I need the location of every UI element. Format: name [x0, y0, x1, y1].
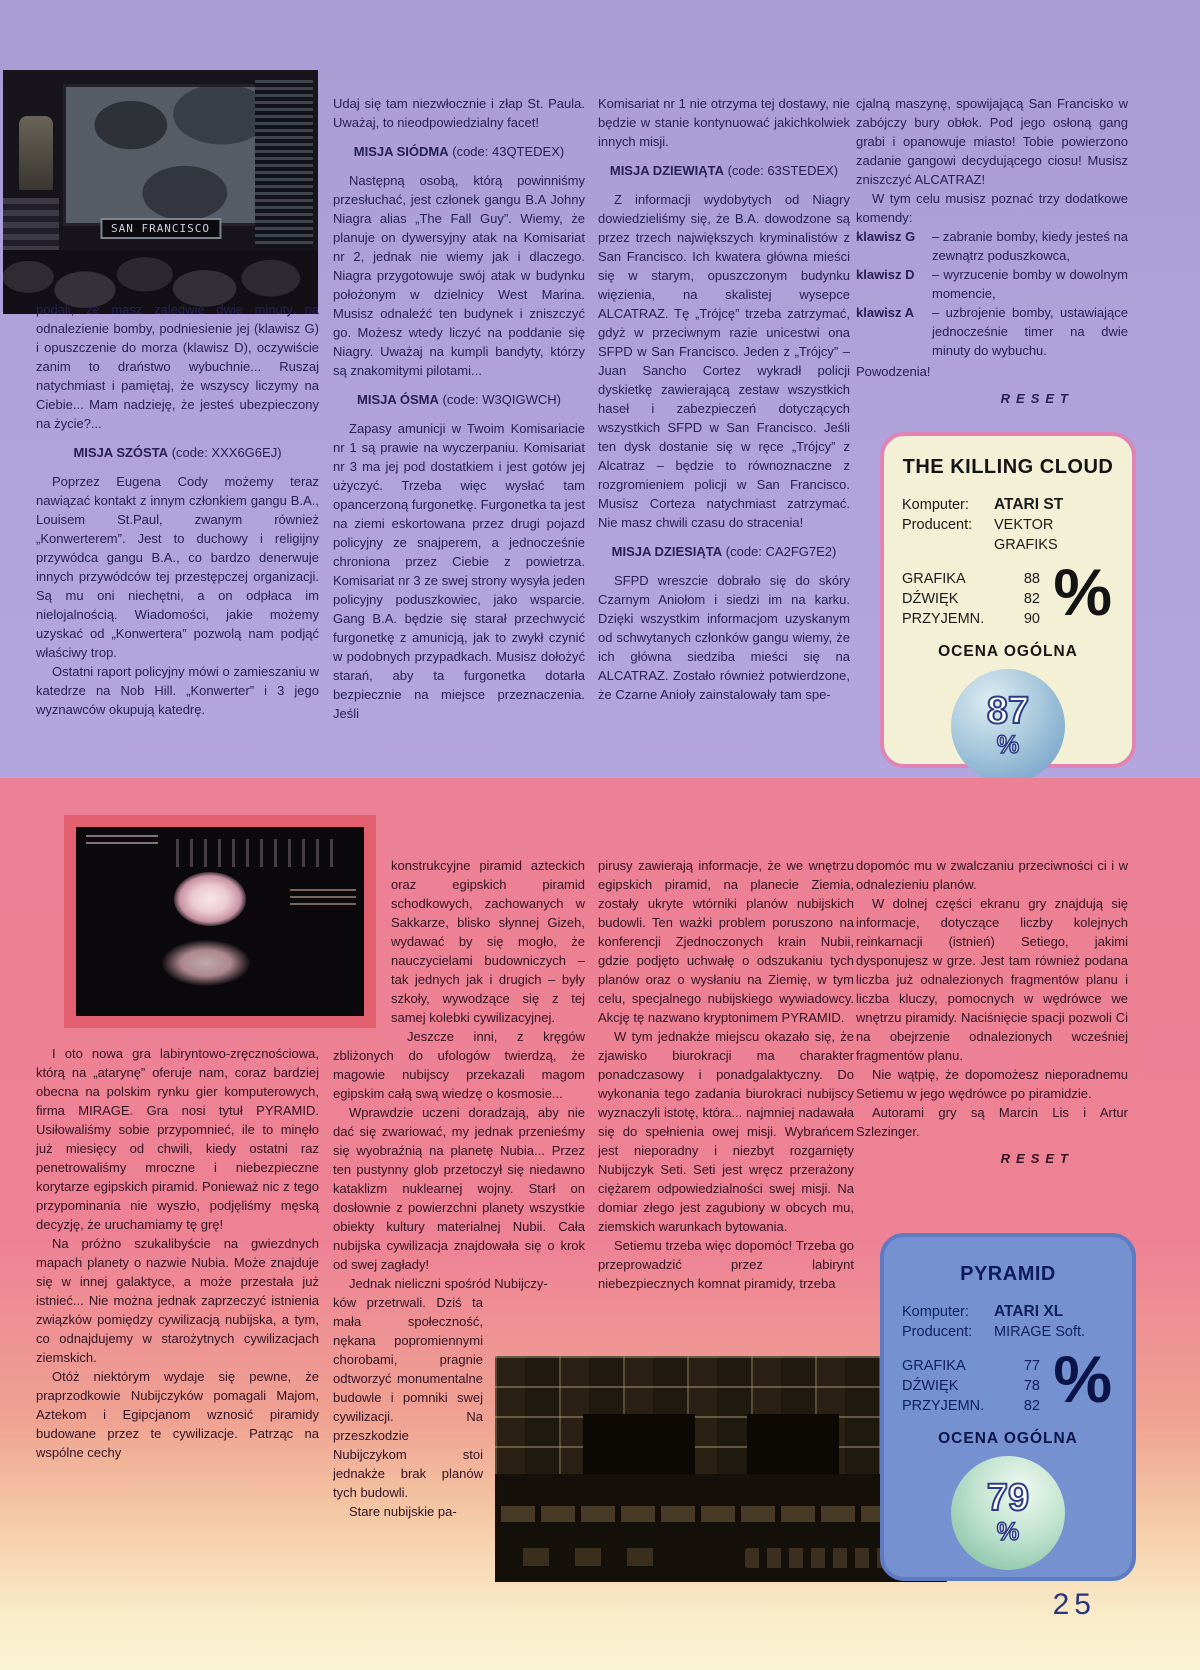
pyramid-title-screenshot [64, 815, 376, 1028]
body-paragraph: Otóż niektórym wydaje się pewne, że praprzodkowie Nubijczyków pomagali Majom, Aztekom i Egipcjanom wznosić piramidy budowane przez te cywilizacje. Patrząc na wspólne cechy [36, 1369, 319, 1460]
review-title: THE KILLING CLOUD [902, 456, 1114, 478]
spec-row [902, 515, 1114, 555]
key-description: – wyrzucenie bomby w dowolnym momencie, [932, 267, 1128, 301]
body-paragraph: ków przetrwali. Dziś ta mała społeczność, nękana popromiennymi chorobami, pragnie odtworzyć monumentalne budowle i pomniki swej cywilizacji. Na przeszkodzie Nubijczykom stoi jednakże brak planów tych budowli. [333, 1295, 483, 1500]
moon-reflection-graphic [162, 940, 250, 986]
body-paragraph: cjalną maszynę, spowijającą San Francisko w zabójczy bury obłok. Pod jego osłoną gang grabi i opanowuje miasto! Tobie powierzono zadanie gangowi decydującego ciosu! Musisz zniszczyć ALCATRAZ! [856, 96, 1128, 187]
spec-row [902, 495, 1114, 515]
body-paragraph: pirusy zawierają informacje, że we wnętrzu egipskich piramid, na planecie Ziemia, zostały ukryte wtórniki planów nubijskich budowli. Ten ważki problem poruszono na konferencji Zjednoczonych krain Nubii, gdzie podjęto uchwałę o odszukaniu tych planów oraz o wysłaniu na Ziemię, w tym celu, specjalnego nubijskiego wywiadowcy. Akcję tę nazwano kryptonimem PYRAMID. [598, 858, 854, 1025]
overall-score-percent: % [996, 731, 1020, 760]
spec-value: ATARI XL [994, 1303, 1064, 1320]
rating-label: GRAFIKA [902, 571, 966, 587]
mission-heading-name: MISJA SZÓSTA [73, 445, 169, 460]
rating-label: DŹWIĘK [902, 591, 959, 607]
tv-map-screen [63, 84, 285, 226]
overall-score: 87 [986, 690, 1030, 733]
spec-row [902, 1322, 1114, 1342]
rating-list [902, 1342, 1114, 1416]
dark-doorway [747, 1414, 839, 1474]
body-paragraph: W dolnej części ekranu gry znajdują się informacje, dotyczące liczby kolejnych reinkarnacji (istnień) Setiego, jakimi dysponujesz w grze. Jest tam również podana liczba już odnalezionych fragmentów planu i liczba kluczy, pomocnych w wędrówce we wnętrzu piramidy. Naciśnięcie spacji pozwoli Ci na obejrzenie odnalezionych wcześniej fragmentów planu. [856, 896, 1128, 1063]
body-paragraph: W tym jednakże miejscu okazało się, że zjawisko biurokracji ma charakter ponadczasowy i ponadgalaktyczny. Do wykonania tego zadania biurokraci nubijscy wyznaczyli istotę, która... najmniej nadawała się do spełnienia owej misji. Wybrańcem jest nieporadny i niezbyt rozgarnięty Nubijczyk Seti. Seti jest wręcz przerażony ciężarem odpowiedzialności swej misji. Na domiar złego jest zagubiony w obcych mu, ziemskich warunkach bytowania. [598, 1029, 854, 1234]
column-3 [598, 94, 850, 776]
killing-cloud-article [0, 0, 1200, 778]
column-4 [856, 94, 1128, 430]
spec-row [902, 1302, 1114, 1322]
key-description: – zabranie bomby, kiedy jesteś na zewnątrz poduszkowca, [932, 229, 1128, 263]
rating-label: PRZYJEMN. [902, 611, 985, 627]
killing-cloud-screenshot [3, 70, 318, 314]
author-signature: RESET [1000, 391, 1074, 406]
speaker-figure [19, 116, 53, 190]
spec-value: MIRAGE Soft. [994, 1324, 1086, 1340]
review-title: PYRAMID [960, 1263, 1056, 1285]
author-signature: RESET [1000, 1151, 1074, 1166]
bottom-column-1 [36, 1044, 319, 1544]
percent-symbol: % [1053, 555, 1112, 629]
narrow-text-block [333, 1293, 483, 1521]
mission-heading-code: (code: XXX6G6EJ) [168, 445, 282, 460]
game-logo-marks [176, 839, 336, 867]
body-paragraph: Wprawdzie uczeni doradzają, aby nie dać się zwariować, my jednak przenieśmy się wyobraźnią na planetę Nubia... Przez ten pustynny glob przetoczył się niedawno kataklizm nuklearnej wojny. Starł on dosłownie z powierzchni planety wszystkie obiekty kultury materialnej Nubii. Cała nubijska cywilizacja znajdowała się o krok od swej zagłady! [333, 1105, 585, 1272]
mission-heading [36, 443, 319, 462]
column-1 [36, 300, 319, 776]
body-paragraph: I oto nowa gra labiryntowo-zręcznościowa, którą na „atarynę” oferuje nam, coraz bardziej obecna na polskim rynku gier komputerowych, firma MIRAGE. Gra nosi tytuł PYRAMID. Usiłowaliśmy sobie przypomnieć, ile to minęło już miesięcy od chwili, kiedy ostatni raz penetrowaliśmy mroczne i niebezpieczne korytarze egipskich piramid. Ponieważ nic z tego przypominania nie wyszło, podjęliśmy męską decyzję, że uruchamiamy tę grę! [36, 1046, 319, 1232]
key-name: klawisz G [856, 229, 916, 244]
body-paragraph: W tym celu musisz poznać trzy dodatkowe komendy: [856, 191, 1128, 225]
percent-symbol: % [1053, 1342, 1112, 1416]
overall-score: 79 [986, 1477, 1030, 1520]
key-command-row [856, 227, 1128, 265]
spec-label: Producent: [902, 517, 973, 533]
body-paragraph: Jeszcze inni, z kręgów zbliżonych do ufologów twierdzą, że magowie nubijscy przekazali magom egipskim całą swą wiedzę o kosmosie... [333, 1029, 585, 1101]
spec-label: Komputer: [902, 1304, 969, 1320]
spec-value: VEKTOR GRAFIKS [994, 517, 1058, 553]
mission-heading-code: (code: CA2FG7E2) [722, 544, 837, 559]
rating-value: 82 [1023, 1398, 1040, 1414]
rating-value: 77 [1023, 1358, 1040, 1374]
rating-value: 78 [1023, 1378, 1040, 1394]
city-lights-graphic [255, 80, 313, 248]
overall-score-badge [951, 1456, 1065, 1570]
mission-heading-name: MISJA DZIEWIĄTA [609, 163, 724, 178]
review-specs [902, 495, 1114, 555]
body-paragraph: konstrukcyjne piramid azteckich oraz egipskich piramid schodkowych, zachowanych w Sakkarze, blisko słynnej Gizeh, wydawać by się mogło, że nauczycielami budowniczych – tak jednych jak i drugich – były szkoły, wywodzące się z tej samej kolebki cywilizacyjnej. [391, 858, 585, 1025]
spec-label: Producent: [902, 1324, 973, 1340]
body-paragraph: Nie wątpię, że dopomożesz nieporadnemu Setiemu w jego wędrówce po piramidzie. [856, 1067, 1128, 1101]
body-paragraph: Komisariat nr 1 nie otrzyma tej dostawy, nie będzie w stanie kontynuować jakichkolwiek innych misji. [598, 96, 850, 149]
moon-graphic [174, 872, 246, 926]
body-paragraph: Jednak nieliczni spośród Nubijczy- [349, 1276, 548, 1291]
rating-value: 82 [1023, 591, 1040, 607]
killing-cloud-review-box [880, 432, 1136, 768]
mission-heading [598, 161, 850, 180]
overall-rating-label: OCENA OGÓLNA [938, 1430, 1078, 1447]
rating-label: PRZYJEMN. [902, 1398, 985, 1414]
key-command-row [856, 265, 1128, 303]
rating-value: 90 [1023, 611, 1040, 627]
san-francisco-label: SAN FRANCISCO [100, 218, 221, 239]
floor-sprites [523, 1548, 673, 1566]
brick-ledge-graphic [501, 1506, 941, 1522]
mission-heading-name: MISJA SIÓDMA [353, 144, 449, 159]
mission-heading [333, 390, 585, 409]
key-description: – uzbrojenie bomby, ustawiające jednocześnie timer na dwie minuty do wybuchu. [932, 305, 1128, 358]
rating-label: GRAFIKA [902, 1358, 966, 1374]
pyramid-review-box [880, 1233, 1136, 1581]
spec-label: Komputer: [902, 497, 969, 513]
overall-rating-label: OCENA OGÓLNA [938, 643, 1078, 660]
mission-heading-name: MISJA DZIESIĄTA [611, 544, 723, 559]
rating-label: DŹWIĘK [902, 1378, 959, 1394]
key-name: klawisz D [856, 267, 915, 282]
dark-doorway [583, 1414, 695, 1474]
body-paragraph: dopomóc mu w zwalczaniu przeciwności ci i w odnalezieniu planów. [856, 858, 1128, 892]
body-paragraph: Setiemu trzeba więc dopomóc! Trzeba go przeprowadzić przez labirynt niebezpiecznych komnat piramidy, trzeba [598, 1238, 854, 1291]
bottom-column-3 [598, 856, 854, 1354]
credit-text-marks [86, 835, 158, 848]
body-paragraph: Ostatni raport policyjny mówi o zamieszaniu w katedrze na Nob Hill. „Konwerter” i 3 jego wyznawców okupują katedrę. [36, 664, 319, 717]
mission-heading [333, 142, 585, 161]
rating-value: 88 [1023, 571, 1040, 587]
key-command-row [856, 303, 1128, 360]
mission-heading-name: MISJA ÓSMA [357, 392, 439, 407]
body-paragraph: Następną osobą, którą powinniśmy przesłuchać, jest członek gangu B.A Johny Niagra alias „The Fall Guy”. Wiemy, że planuje on dywersyjny atak na Komisariat nr 2, jednak nie wiemy jak i dlaczego. Niagra przygotowuje swój atak w budynku położonym w dzielnicy West Marina. Musisz odnaleźć ten budynek i zniszczyć go. Możesz wtedy liczyć na poddanie się Niagry. Uważaj na kumpli bandyty, którzy są znakomitymi pilotami... [333, 173, 585, 378]
review-specs [902, 1302, 1114, 1342]
closing-line: Powodzenia! [856, 364, 931, 379]
rating-list [902, 555, 1114, 629]
body-paragraph: Z informacji wydobytych od Niagry dowiedzieliśmy się, że B.A. dowodzone są przez trzech największych kryminalistów z San Francisco. Ich kwatera główna mieści się w starym, opuszczonym budynku więzienia, na skalistej wysepce ALCATRAZ. Tę „Trójcę” trzeba zatrzymać, gdyż w przeciwnym razie unicestwi ona SFPD w San Francisco. Jeden z „Trójcy” – Juan Sancho Cortez wykradł policji dyskietkę zawierającą zestaw wszystkich haseł i zabezpieczeń dotyczących wszystkich SFPD w San Francisco. Jeśli ten dysk dostanie się w ręce „Trójcy” z Alcatraz – będzie to równoznaczne z rozgromieniem policji w San Francisco. Musisz Corteza natychmiast zatrzymać. Nie masz chwili czasu do stracenia! [598, 192, 850, 530]
body-paragraph: Zapasy amunicji w Twoim Komisariacie nr 1 są prawie na wyczerpaniu. Komisariat nr 3 ma jej pod dostatkiem i jest gotów jej użyczyć. Trzeba więc wysłać tam opancerzoną furgonetkę. Furgonetka ta jest na ziemi eskortowana przez drugi pojazd policyjny ze snajperem, a jednocześnie chroniona przez Ciebie z powietrza. Komisariat nr 3 ze swej strony wysyła jeden policyjny poduszkowiec, jako wsparcie. Gang B.A. będzie się starał przechwycić furgonetkę z amunicją, jak to zwykł czynić w podobnych przypadkach. Musisz dołożyć starań, aby ta furgonetka dotarła bezpiecznie na miejsce przeznaczenia. Jeśli [333, 421, 585, 721]
body-paragraph: Poprzez Eugena Cody możemy teraz nawiązać kontakt z innym członkiem gangu B.A., Louisem St.Paul, zwanym również „Konwerterem”. Jest to duchowy i religijny przywódca gangu B.A., co bardzo denerwuje innych przywódców tej przestępczej organizacji. Są mu oni niechętni, a on odpłaca im nielojalnością. Wiadomości, jakie możemy uzyskać od „Konwertera” pozwolą nam podjąć właściwy trop. [36, 474, 319, 660]
key-name: klawisz A [856, 305, 915, 320]
column-2 [333, 94, 585, 776]
mission-heading [598, 542, 850, 561]
overall-score-percent: % [996, 1518, 1020, 1547]
mission-heading-code: (code: 63STEDEX) [723, 163, 839, 178]
mission-heading-code: (code: 43QTEDEX) [448, 144, 565, 159]
mission-heading-code: (code: W3QIGWCH) [438, 392, 561, 407]
body-paragraph: SFPD wreszcie dobrało się do skóry Czarnym Aniołom i siedzi im na karku. Dzięki wszystkim informacjom uzyskanym od schwytanych członków gangu wiemy, że ich główna siedziba mieści się na ALCATRAZ. Zostało również potwierdzone, że Czarne Anioły zainstalowały tam spe- [598, 573, 850, 702]
page-number: 25 [1052, 1588, 1096, 1621]
body-paragraph: Na próżno szukalibyście na gwiezdnych mapach planety o nazwie Nubia. Może znajduje się w innej galaktyce, a może przestała już istnieć... Nie można jednak zaprzeczyć istnienia związków pomiędzy cywilizacją nubijska, a tym, co odnajdujemy w starożytnych cywilizacjach ziemskich. [36, 1236, 319, 1365]
bottom-column-4 [856, 856, 1128, 1226]
overall-score-badge [951, 669, 1065, 783]
body-paragraph: Stare nubijskie pa- [349, 1504, 457, 1519]
body-paragraph: podali, że masz zaledwie dwie minuty na odnalezienie bomby, podniesienie jej (klawisz G) i opuszczenie do morza (klawisz D), oczywiście zanim to draństwo wybuchnie... Ruszaj natychmiast i pamiętaj, że wszyscy liczymy na Ciebie... Mam nadzieję, że jesteś ubezpieczony na życie?... [36, 302, 319, 431]
spec-value: ATARI ST [994, 496, 1064, 513]
image-wrap-spacer [333, 856, 391, 1028]
body-paragraph: Udaj się tam niezwłocznie i złap St. Paula. Uważaj, to nieodpowiedzialny facet! [333, 96, 585, 130]
body-paragraph: Autorami gry są Marcin Lis i Artur Szlezinger. [856, 1105, 1128, 1139]
